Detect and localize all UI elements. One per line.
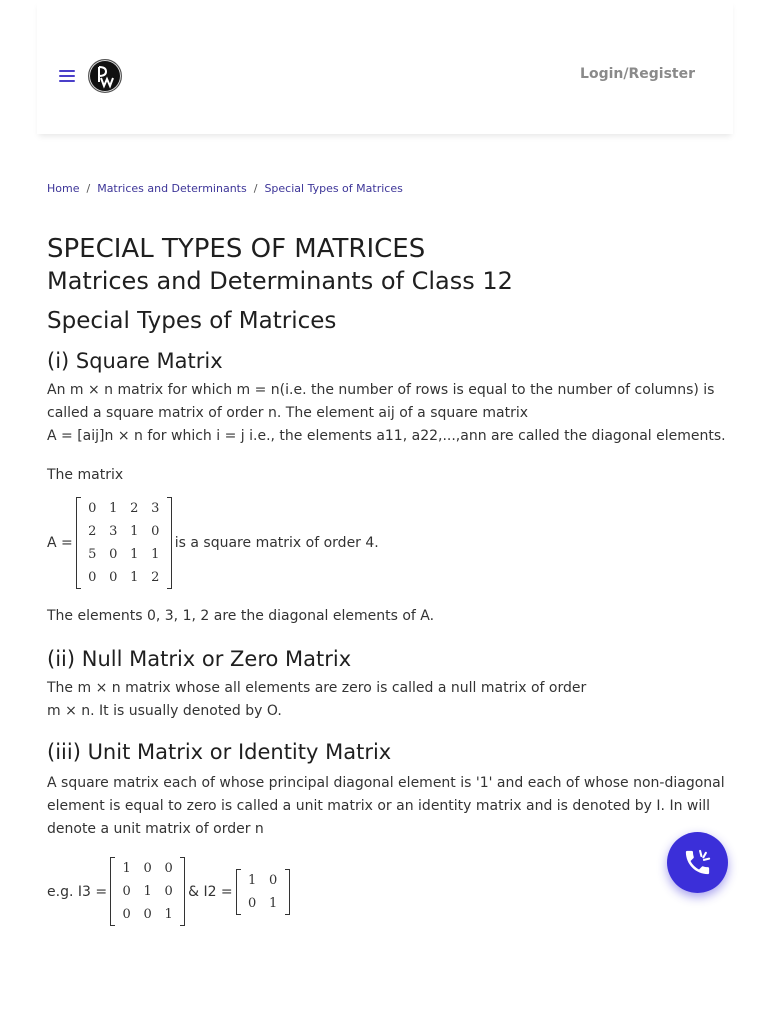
breadcrumb-separator: / (86, 182, 91, 195)
phone-call-button[interactable] (667, 832, 728, 893)
matrix-a-rhs: is a square matrix of order 4. (174, 535, 379, 551)
unit-matrix-definition: A square matrix each of whose principal diagonal element is '1' and each of whose non-diagonal element is equal to zero is called a unit matrix or an identity matrix and is denoted by I. In will denote a unit matrix of order n (47, 775, 725, 837)
i2-label: & I2 = (188, 883, 233, 900)
identity-matrix-i3-cell: 0 (164, 884, 173, 899)
breadcrumb-home[interactable]: Home (47, 182, 80, 195)
hamburger-menu-icon[interactable] (59, 70, 75, 82)
identity-matrix-examples (47, 857, 727, 926)
login-register-link[interactable]: Login/Register (580, 66, 695, 82)
matrix-a (76, 497, 172, 589)
the-matrix-label: The matrix (47, 467, 124, 483)
matrix-a-cell: 1 (130, 570, 139, 585)
i3-label: e.g. I3 = (47, 883, 108, 900)
identity-matrix-i2-cell: 1 (269, 895, 278, 911)
matrix-a-cell: 2 (88, 524, 97, 539)
identity-matrix-i3-cell: 1 (143, 884, 152, 899)
null-matrix-line-2: m × n. It is usually denoted by O. (47, 703, 282, 719)
breadcrumb-separator: / (253, 182, 258, 195)
matrix-a-cell: 5 (88, 547, 97, 562)
identity-matrix-i2 (236, 869, 290, 915)
matrix-a-cell: 1 (151, 547, 160, 562)
matrix-a-cell: 1 (109, 501, 118, 516)
matrix-a-cell: 2 (130, 501, 139, 516)
null-matrix-line-1: The m × n matrix whose all elements are zero is called a null matrix of order (47, 680, 587, 696)
page-title: SPECIAL TYPES OF MATRICES (47, 234, 426, 264)
square-matrix-heading: (i) Square Matrix (47, 349, 223, 373)
identity-matrix-i3-cell: 0 (143, 861, 152, 876)
identity-matrix-i3-cell: 0 (122, 884, 131, 899)
breadcrumb (47, 182, 403, 195)
matrix-a-example (47, 497, 727, 589)
diagonal-elements-text: The elements 0, 3, 1, 2 are the diagonal elements of A. (47, 608, 435, 624)
matrix-a-cell: 0 (109, 547, 118, 562)
identity-matrix-i2-cell: 0 (269, 872, 278, 888)
matrix-a-cell: 2 (151, 570, 160, 585)
matrix-a-lhs: A = (47, 535, 73, 551)
matrix-a-cell: 3 (109, 524, 118, 539)
section-heading: Special Types of Matrices (47, 308, 337, 334)
identity-matrix-i3 (110, 857, 185, 926)
identity-matrix-i2-cell: 0 (248, 895, 257, 911)
breadcrumb-matrices-and-determinants[interactable]: Matrices and Determinants (97, 182, 247, 195)
null-matrix-heading: (ii) Null Matrix or Zero Matrix (47, 647, 352, 671)
matrix-a-cell: 1 (130, 524, 139, 539)
identity-matrix-i3-cell: 0 (164, 861, 173, 876)
pw-logo[interactable] (88, 59, 122, 93)
identity-matrix-i3-cell: 0 (143, 907, 152, 922)
matrix-a-cell: 1 (130, 547, 139, 562)
identity-matrix-i2-cell: 1 (248, 872, 257, 888)
identity-matrix-i3-cell: 1 (164, 907, 173, 922)
identity-matrix-i3-cell: 1 (122, 861, 131, 876)
identity-matrix-i3-cell: 0 (122, 907, 131, 922)
square-matrix-diagonal-definition: A = [aij]n × n for which i = j i.e., the elements a11, a22,...,ann are called the diagonal elements. (47, 428, 726, 444)
matrix-a-cell: 0 (88, 501, 97, 516)
square-matrix-definition: An m × n matrix for which m = n(i.e. the number of rows is equal to the number of columns) is called a square matrix of order n. The element aij of a square matrix (47, 382, 715, 421)
breadcrumb-special-types[interactable]: Special Types of Matrices (264, 182, 403, 195)
article-content (47, 232, 727, 926)
site-header (37, 0, 733, 134)
matrix-a-cell: 0 (109, 570, 118, 585)
matrix-a-cell: 0 (151, 524, 160, 539)
unit-matrix-heading: (iii) Unit Matrix or Identity Matrix (47, 740, 392, 764)
page-subtitle: Matrices and Determinants of Class 12 (47, 267, 513, 295)
phone-call-icon (682, 847, 713, 878)
matrix-a-cell: 3 (151, 501, 160, 516)
matrix-a-cell: 0 (88, 570, 97, 585)
